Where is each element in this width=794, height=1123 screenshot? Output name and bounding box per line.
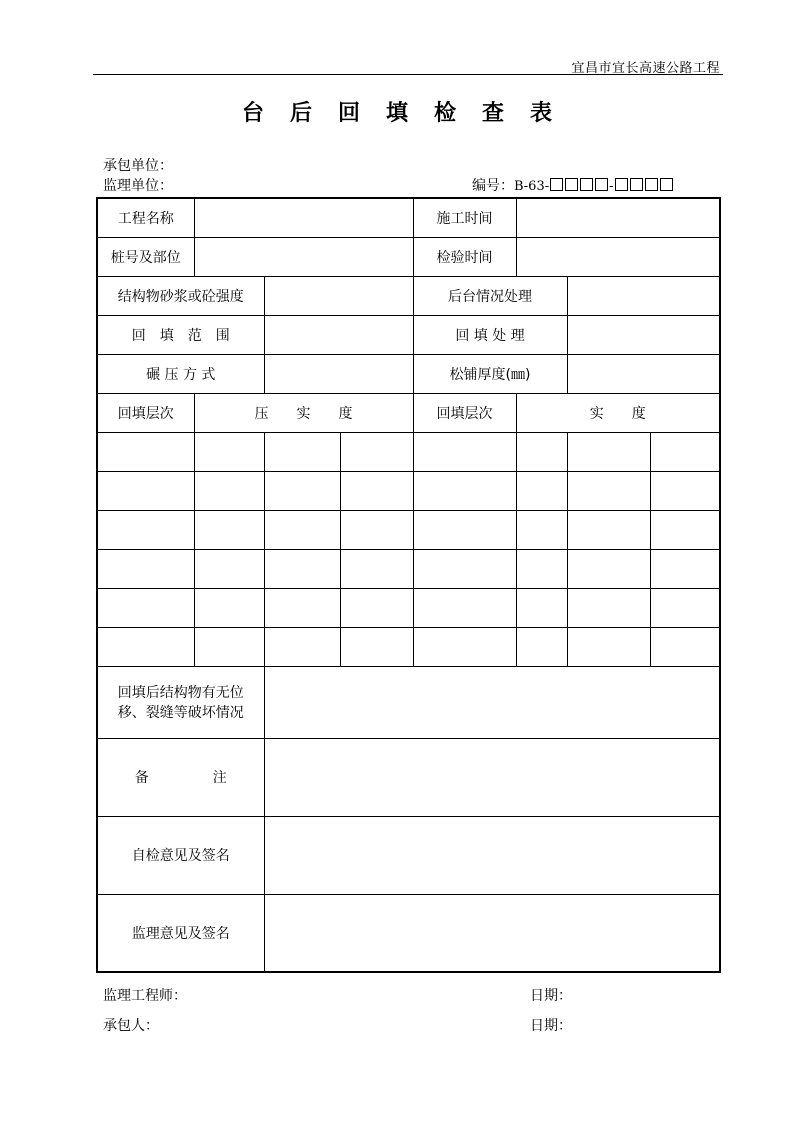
data-cell[interactable] bbox=[264, 510, 340, 549]
project-name-field[interactable] bbox=[194, 198, 413, 237]
data-cell[interactable] bbox=[340, 588, 413, 627]
data-cell[interactable] bbox=[567, 588, 650, 627]
header-rule bbox=[93, 74, 723, 75]
self-check-label: 自检意见及签名 bbox=[97, 816, 264, 894]
data-cell[interactable] bbox=[567, 471, 650, 510]
data-cell[interactable] bbox=[264, 549, 340, 588]
remarks-label bbox=[97, 738, 264, 816]
data-cell[interactable] bbox=[413, 549, 516, 588]
construction-time-label: 施工时间 bbox=[413, 198, 516, 237]
data-cell[interactable] bbox=[567, 510, 650, 549]
data-cell[interactable] bbox=[194, 627, 264, 666]
contractor-signature-label: 承包人： bbox=[103, 1018, 159, 1034]
page-title: 台后回填检查表 bbox=[241, 100, 578, 126]
form-code bbox=[472, 175, 674, 195]
code-label: 编号： bbox=[472, 178, 514, 194]
layer-header-right: 回填层次 bbox=[413, 393, 516, 432]
data-cell[interactable] bbox=[264, 432, 340, 471]
data-cell[interactable] bbox=[264, 627, 340, 666]
damage-label-line1: 回填后结构物有无位 bbox=[117, 685, 244, 701]
backfill-treatment-label: 回 填 处 理 bbox=[413, 315, 567, 354]
remarks-field[interactable] bbox=[264, 738, 720, 816]
data-cell[interactable] bbox=[516, 510, 567, 549]
supervision-label: 监理意见及签名 bbox=[97, 894, 264, 972]
remarks-label-b: 注 bbox=[212, 770, 227, 786]
code-box bbox=[645, 178, 658, 191]
data-cell[interactable] bbox=[97, 432, 194, 471]
inspection-time-label: 检验时间 bbox=[413, 237, 516, 276]
data-cell[interactable] bbox=[97, 588, 194, 627]
mortar-strength-field[interactable] bbox=[264, 276, 413, 315]
data-cell[interactable] bbox=[264, 471, 340, 510]
data-cell[interactable] bbox=[413, 432, 516, 471]
data-cell[interactable] bbox=[413, 627, 516, 666]
data-cell[interactable] bbox=[650, 588, 720, 627]
data-cell[interactable] bbox=[340, 432, 413, 471]
code-separator: - bbox=[609, 179, 614, 194]
data-cell[interactable] bbox=[413, 471, 516, 510]
data-cell[interactable] bbox=[567, 627, 650, 666]
station-part-label: 桩号及部位 bbox=[97, 237, 194, 276]
data-cell[interactable] bbox=[650, 627, 720, 666]
data-cell[interactable] bbox=[340, 549, 413, 588]
code-box bbox=[595, 178, 608, 191]
contractor-date-label: 日期： bbox=[530, 1018, 572, 1034]
inspection-time-field[interactable] bbox=[516, 237, 720, 276]
data-cell[interactable] bbox=[650, 432, 720, 471]
data-cell[interactable] bbox=[340, 627, 413, 666]
layer-header-left: 回填层次 bbox=[97, 393, 194, 432]
data-cell[interactable] bbox=[413, 588, 516, 627]
data-cell[interactable] bbox=[516, 588, 567, 627]
code-box bbox=[580, 178, 593, 191]
data-cell[interactable] bbox=[567, 549, 650, 588]
backfill-condition-label: 后台情况处理 bbox=[413, 276, 567, 315]
code-prefix: B-63- bbox=[514, 179, 550, 194]
backfill-treatment-field[interactable] bbox=[567, 315, 720, 354]
loose-thickness-label: 松铺厚度(㎜) bbox=[413, 354, 567, 393]
remarks-label-a: 备 bbox=[134, 770, 149, 786]
code-box bbox=[565, 178, 578, 191]
engineer-date-label: 日期： bbox=[530, 988, 572, 1004]
data-cell[interactable] bbox=[194, 471, 264, 510]
compaction-header-left: 压 实 度 bbox=[194, 393, 413, 432]
data-cell[interactable] bbox=[194, 549, 264, 588]
damage-field[interactable] bbox=[264, 666, 720, 738]
supervision-field[interactable] bbox=[264, 894, 720, 972]
data-cell[interactable] bbox=[194, 510, 264, 549]
compaction-method-label: 碾 压 方 式 bbox=[97, 354, 264, 393]
project-name-label: 工程名称 bbox=[97, 198, 194, 237]
data-cell[interactable] bbox=[516, 627, 567, 666]
data-cell[interactable] bbox=[97, 627, 194, 666]
data-cell[interactable] bbox=[194, 588, 264, 627]
engineer-signature-label: 监理工程师： bbox=[103, 988, 187, 1004]
code-box bbox=[550, 178, 563, 191]
mortar-strength-label: 结构物砂浆或砼强度 bbox=[97, 276, 264, 315]
compaction-method-field[interactable] bbox=[264, 354, 413, 393]
backfill-range-field[interactable] bbox=[264, 315, 413, 354]
self-check-field[interactable] bbox=[264, 816, 720, 894]
backfill-range-label: 回 填 范 围 bbox=[97, 315, 264, 354]
code-box bbox=[630, 178, 643, 191]
data-cell[interactable] bbox=[264, 588, 340, 627]
data-cell[interactable] bbox=[97, 549, 194, 588]
header-project-name: 宜昌市宜长高速公路工程 bbox=[571, 61, 720, 76]
data-cell[interactable] bbox=[567, 432, 650, 471]
compaction-header-right: 实 度 bbox=[516, 393, 720, 432]
data-cell[interactable] bbox=[650, 510, 720, 549]
loose-thickness-field[interactable] bbox=[567, 354, 720, 393]
code-box bbox=[660, 178, 673, 191]
data-cell[interactable] bbox=[340, 471, 413, 510]
inspection-table bbox=[96, 197, 721, 973]
data-cell[interactable] bbox=[650, 471, 720, 510]
data-cell[interactable] bbox=[413, 510, 516, 549]
damage-label bbox=[97, 666, 264, 738]
supervisor-unit-label: 监理单位： bbox=[103, 178, 173, 194]
data-cell[interactable] bbox=[194, 432, 264, 471]
data-cell[interactable] bbox=[516, 471, 567, 510]
data-cell[interactable] bbox=[650, 549, 720, 588]
data-cell[interactable] bbox=[516, 432, 567, 471]
data-cell[interactable] bbox=[340, 510, 413, 549]
damage-label-line2: 移、裂缝等破坏情况 bbox=[117, 705, 244, 721]
code-box bbox=[615, 178, 628, 191]
data-cell[interactable] bbox=[97, 471, 194, 510]
data-cell[interactable] bbox=[97, 510, 194, 549]
construction-time-field[interactable] bbox=[516, 198, 720, 237]
station-part-field[interactable] bbox=[194, 237, 413, 276]
contractor-unit-label: 承包单位： bbox=[103, 158, 173, 174]
backfill-condition-field[interactable] bbox=[567, 276, 720, 315]
data-cell[interactable] bbox=[516, 549, 567, 588]
